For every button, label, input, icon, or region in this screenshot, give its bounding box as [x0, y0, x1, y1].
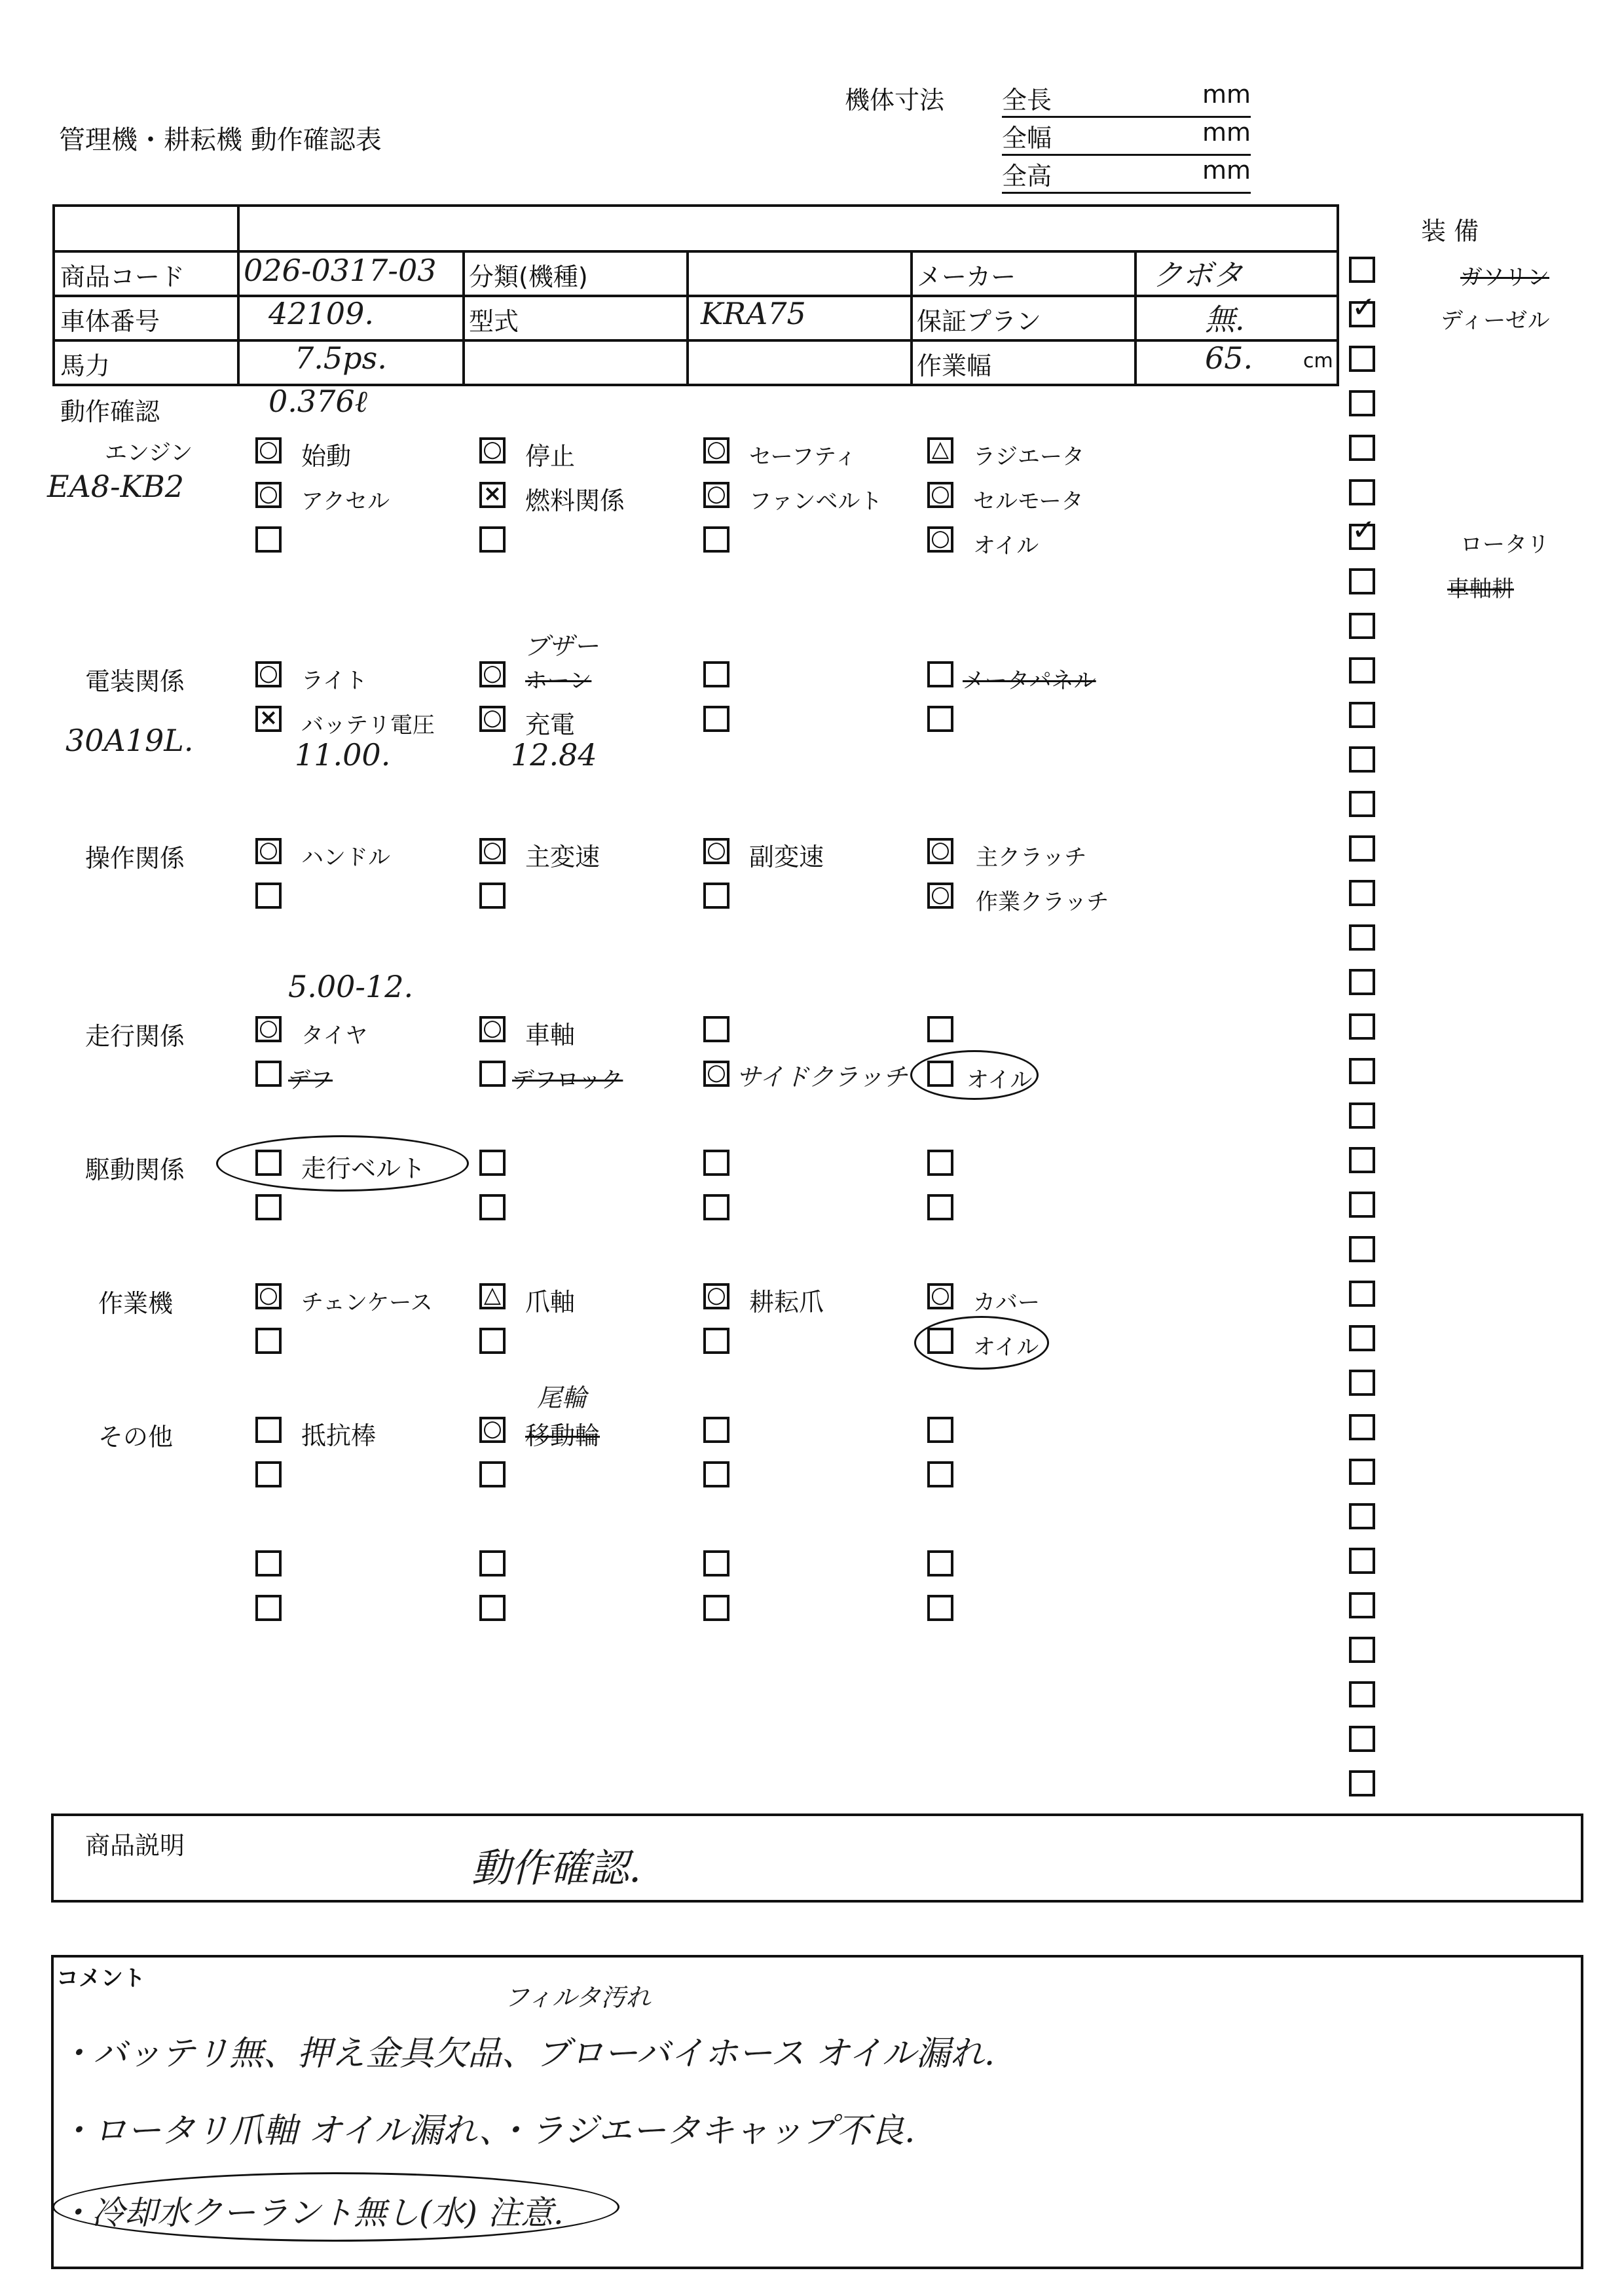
- equipment-checkbox[interactable]: [1349, 657, 1375, 683]
- equipment-checkbox[interactable]: [1349, 1459, 1375, 1485]
- equipment-checkbox[interactable]: [1349, 1592, 1375, 1618]
- checkbox-handle[interactable]: ○: [255, 838, 282, 864]
- checkbox-oil[interactable]: ○: [927, 526, 953, 553]
- item-side-clutch: サイドクラッチ: [736, 1063, 908, 1091]
- checkbox-empty[interactable]: [703, 1550, 729, 1576]
- item-safety: セーフティ: [749, 444, 857, 470]
- checkbox-empty[interactable]: [703, 1194, 729, 1220]
- item-start: 始動: [301, 442, 352, 471]
- checkbox-empty[interactable]: [703, 1328, 729, 1354]
- equipment-checkbox[interactable]: ✓: [1349, 301, 1375, 327]
- checkbox-start[interactable]: ○: [255, 437, 282, 464]
- checkbox-radiator[interactable]: △: [927, 437, 953, 464]
- checkbox-empty[interactable]: [479, 526, 506, 553]
- item-axle: 車軸: [525, 1021, 576, 1049]
- equipment-checkbox[interactable]: ✓: [1349, 524, 1375, 550]
- other-label: その他: [98, 1423, 174, 1451]
- equipment-checkbox[interactable]: [1349, 435, 1375, 461]
- power-label: 馬力: [60, 352, 111, 380]
- checkbox-tiller-claw[interactable]: ○: [703, 1283, 729, 1309]
- model-value: KRA75: [701, 296, 806, 331]
- item-moving-wheel: 移動輪: [525, 1421, 600, 1450]
- equipment-checkbox[interactable]: [1349, 390, 1375, 416]
- checkbox-empty[interactable]: [703, 883, 729, 909]
- checkbox-empty[interactable]: [255, 1550, 282, 1576]
- maker-label: メーカー: [917, 263, 1016, 291]
- checkbox-resistance-rod[interactable]: [255, 1417, 282, 1443]
- checkbox-main-shift[interactable]: ○: [479, 838, 506, 864]
- checkbox-empty[interactable]: [927, 1417, 953, 1443]
- check-label: 動作確認: [60, 397, 160, 426]
- checkbox-side-clutch[interactable]: ○: [703, 1061, 729, 1087]
- checkbox-moving-wheel[interactable]: ○: [479, 1417, 506, 1443]
- item-resistance-rod: 抵抗棒: [301, 1421, 377, 1450]
- equipment-checkbox[interactable]: [1349, 1681, 1375, 1707]
- checkbox-empty[interactable]: [927, 1550, 953, 1576]
- dimension-length: 全長 mm: [1002, 80, 1251, 118]
- engine-label: エンジン: [105, 440, 193, 466]
- item-tire: タイヤ: [301, 1023, 368, 1049]
- checkbox-empty[interactable]: [927, 1150, 953, 1176]
- item-difflock: デフロック: [512, 1067, 623, 1093]
- checkbox-difflock[interactable]: [479, 1061, 506, 1087]
- equipment-checkbox[interactable]: [1349, 1637, 1375, 1663]
- operation-label: 操作関係: [85, 844, 185, 873]
- checkbox-empty[interactable]: [479, 1595, 506, 1621]
- checkbox-diff[interactable]: [255, 1061, 282, 1087]
- equipment-checkbox[interactable]: [1349, 479, 1375, 505]
- checkbox-empty[interactable]: [927, 1194, 953, 1220]
- warranty-label: 保証プラン: [917, 307, 1042, 336]
- body-no-value: 42109.: [268, 296, 374, 331]
- work-label: 作業機: [98, 1289, 174, 1318]
- item-tiller-claw: 耕耘爪: [749, 1288, 824, 1317]
- checkbox-stop[interactable]: ○: [479, 437, 506, 464]
- comment-line: ・ロータリ爪軸 オイル漏れ、・ラジエータキャップ不良.: [59, 2111, 915, 2151]
- checkbox-empty[interactable]: [479, 1461, 506, 1487]
- item-claw-shaft: 爪軸: [525, 1288, 576, 1317]
- displacement: 0.376ℓ: [268, 384, 367, 419]
- checkbox-starter[interactable]: ○: [927, 482, 953, 508]
- equipment-checkbox[interactable]: [1349, 1281, 1375, 1307]
- checkbox-tire[interactable]: ○: [255, 1016, 282, 1042]
- equipment-checkbox[interactable]: [1349, 257, 1375, 283]
- checkbox-empty[interactable]: [255, 1595, 282, 1621]
- item-stop: 停止: [525, 442, 576, 471]
- checkbox-empty[interactable]: [479, 1194, 506, 1220]
- checkbox-empty[interactable]: [927, 1595, 953, 1621]
- checkbox-drive-belt[interactable]: [255, 1150, 282, 1176]
- checkbox-empty[interactable]: [703, 1595, 729, 1621]
- checkbox-empty[interactable]: [479, 1328, 506, 1354]
- work-width-label: 作業幅: [917, 352, 992, 380]
- checkbox-empty[interactable]: [255, 1194, 282, 1220]
- dimensions-label: 機体寸法: [845, 86, 945, 115]
- item-oil: オイル: [973, 533, 1039, 559]
- equipment-checkbox[interactable]: [1349, 1236, 1375, 1262]
- equipment-checkbox[interactable]: [1349, 613, 1375, 639]
- equipment-checkbox[interactable]: [1349, 924, 1375, 951]
- item-battery-voltage: バッテリ電圧: [301, 712, 435, 738]
- product-code-value: 026-0317-03: [244, 253, 437, 288]
- equipment-rotary: ロータリ: [1460, 532, 1549, 558]
- checkbox-empty[interactable]: [255, 883, 282, 909]
- item-starter: セルモータ: [973, 488, 1084, 515]
- equipment-checkbox[interactable]: [1349, 1726, 1375, 1752]
- item-diff: デフ: [288, 1067, 333, 1093]
- checkbox-empty[interactable]: [703, 526, 729, 553]
- equipment-checkbox[interactable]: [1349, 1503, 1375, 1529]
- checkbox-fuel[interactable]: ×: [479, 482, 506, 508]
- equipment-gasoline: ガソリン: [1460, 264, 1549, 291]
- checkbox-empty[interactable]: [703, 661, 729, 687]
- tail-wheel-note: 尾輪: [537, 1383, 587, 1412]
- comment-label: コメント: [56, 1965, 145, 1992]
- checkbox-cover[interactable]: ○: [927, 1283, 953, 1309]
- checkbox-empty[interactable]: [927, 1461, 953, 1487]
- page-title: 管理機・耕耘機 動作確認表: [59, 125, 382, 155]
- equipment-checkbox[interactable]: [1349, 1370, 1375, 1396]
- equipment-checkbox[interactable]: [1349, 1013, 1375, 1040]
- checkbox-claw-shaft[interactable]: △: [479, 1283, 506, 1309]
- checkbox-safety[interactable]: ○: [703, 437, 729, 464]
- checkbox-empty[interactable]: [703, 1016, 729, 1042]
- item-accel: アクセル: [301, 488, 390, 515]
- checkbox-travel-oil[interactable]: [927, 1061, 953, 1087]
- warranty-value: 無.: [1205, 302, 1245, 337]
- checkbox-empty[interactable]: [703, 1461, 729, 1487]
- checkbox-light[interactable]: ○: [255, 661, 282, 687]
- equipment-checkbox[interactable]: [1349, 1102, 1375, 1129]
- maker-value: クボタ: [1153, 257, 1243, 293]
- checkbox-empty[interactable]: [927, 1016, 953, 1042]
- equipment-diesel: ディーゼル: [1441, 308, 1550, 334]
- item-work-oil: オイル: [973, 1334, 1039, 1360]
- checkbox-axle[interactable]: ○: [479, 1016, 506, 1042]
- checkbox-empty[interactable]: [255, 1461, 282, 1487]
- checkbox-chain-case[interactable]: ○: [255, 1283, 282, 1309]
- equipment-checkbox[interactable]: [1349, 1414, 1375, 1440]
- checkbox-empty[interactable]: [479, 1550, 506, 1576]
- item-sub-shift: 副変速: [749, 843, 824, 871]
- equipment-checkbox[interactable]: [1349, 1325, 1375, 1351]
- tire-size: 5.00-12.: [288, 969, 414, 1004]
- power-value: 7.5ps.: [295, 340, 387, 376]
- checkbox-sub-shift[interactable]: ○: [703, 838, 729, 864]
- item-main-clutch: 主クラッチ: [976, 845, 1087, 871]
- equipment-axle-tiller: 車軸耕: [1447, 576, 1514, 602]
- equipment-checkbox[interactable]: [1349, 1548, 1375, 1574]
- item-travel-oil: オイル: [967, 1067, 1033, 1093]
- comment-line: ・冷却水クーラント無し(水) 注意.: [59, 2194, 564, 2232]
- checkbox-work-clutch[interactable]: ○: [927, 883, 953, 909]
- checkbox-empty[interactable]: [255, 526, 282, 553]
- checkbox-accel[interactable]: ○: [255, 482, 282, 508]
- item-fuel: 燃料関係: [525, 486, 625, 515]
- checkbox-battery-voltage[interactable]: ×: [255, 706, 282, 732]
- dimension-width: 全幅 mm: [1002, 118, 1251, 156]
- equipment-checkbox[interactable]: [1349, 1192, 1375, 1218]
- checkbox-charge[interactable]: ○: [479, 706, 506, 732]
- item-charge: 充電: [525, 710, 576, 739]
- model-label: 型式: [469, 307, 519, 336]
- work-width-unit: cm: [1303, 350, 1333, 373]
- charge-voltage-value: 12.84: [511, 737, 597, 773]
- item-cover: カバー: [973, 1290, 1040, 1316]
- checkbox-fanbelt[interactable]: ○: [703, 482, 729, 508]
- item-drive-belt: 走行ベルト: [301, 1154, 426, 1183]
- checkbox-main-clutch[interactable]: ○: [927, 838, 953, 864]
- equipment-checkbox[interactable]: [1349, 746, 1375, 773]
- engine-model: EA8-KB2: [47, 469, 185, 504]
- checkbox-empty[interactable]: [703, 706, 729, 732]
- equipment-checkbox[interactable]: [1349, 969, 1375, 995]
- checkbox-work-oil[interactable]: [927, 1328, 953, 1354]
- equipment-checkbox[interactable]: [1349, 1058, 1375, 1084]
- buzzer-note: ブザー: [524, 632, 599, 661]
- item-radiator: ラジエータ: [973, 444, 1084, 470]
- comment-line: ・バッテリ無、押え金具欠品、ブローバイホース オイル漏れ.: [59, 2034, 995, 2073]
- item-chain-case: チェンケース: [301, 1290, 433, 1316]
- checkbox-empty[interactable]: [703, 1417, 729, 1443]
- item-light: ライト: [301, 668, 367, 694]
- checkbox-empty[interactable]: [479, 883, 506, 909]
- description-box: [51, 1813, 1583, 1903]
- description-text: 動作確認.: [471, 1846, 642, 1891]
- comment-note-top: フィルタ汚れ: [504, 1983, 651, 2012]
- equipment-checkbox[interactable]: [1349, 835, 1375, 862]
- checkbox-empty[interactable]: [927, 706, 953, 732]
- checkbox-empty[interactable]: [703, 1150, 729, 1176]
- equipment-checkbox[interactable]: [1349, 1147, 1375, 1173]
- item-handle: ハンドル: [301, 845, 390, 871]
- equipment-checkbox[interactable]: [1349, 791, 1375, 817]
- body-no-label: 車体番号: [60, 307, 160, 336]
- checkbox-empty[interactable]: [479, 1150, 506, 1176]
- item-main-shift: 主変速: [525, 843, 600, 871]
- item-horn: ホーン: [525, 668, 592, 694]
- checkbox-meter-panel[interactable]: [927, 661, 953, 687]
- equipment-checkbox[interactable]: [1349, 346, 1375, 372]
- equipment-title: 装 備: [1421, 217, 1479, 246]
- category-label: 分類(機種): [469, 263, 588, 291]
- electric-label: 電装関係: [85, 667, 185, 696]
- item-meter-panel: メータパネル: [963, 668, 1096, 694]
- equipment-checkbox[interactable]: [1349, 1770, 1375, 1796]
- dimension-height: 全高 mm: [1002, 156, 1251, 194]
- checkbox-empty[interactable]: [255, 1328, 282, 1354]
- description-label: 商品説明: [85, 1831, 185, 1860]
- checkbox-horn[interactable]: ○: [479, 661, 506, 687]
- item-work-clutch: 作業クラッチ: [976, 889, 1109, 915]
- battery-model: 30A19L.: [65, 723, 194, 758]
- equipment-checkbox[interactable]: [1349, 880, 1375, 906]
- work-width-value: 65.: [1205, 340, 1253, 376]
- travel-label: 走行関係: [85, 1022, 185, 1051]
- item-fanbelt: ファンベルト: [749, 488, 883, 515]
- battery-voltage-value: 11.00.: [295, 737, 391, 773]
- equipment-checkbox[interactable]: [1349, 702, 1375, 728]
- drive-label: 駆動関係: [85, 1156, 185, 1184]
- product-code-label: 商品コード: [60, 263, 185, 291]
- equipment-checkbox[interactable]: [1349, 568, 1375, 594]
